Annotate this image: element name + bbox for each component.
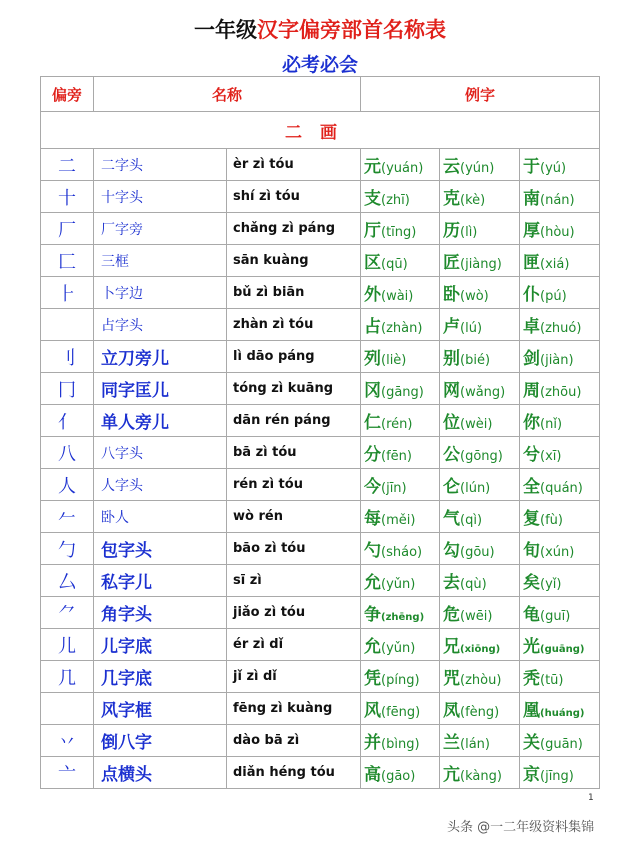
- example-char: 每: [364, 509, 382, 529]
- example-cell: [440, 341, 520, 373]
- example-cell: [440, 661, 520, 693]
- example-char: 今: [364, 477, 382, 497]
- page-subtitle: 必考必会: [281, 54, 358, 76]
- radical-table: [40, 76, 600, 789]
- example-cell: [440, 437, 520, 469]
- example-char: 厚: [523, 221, 541, 241]
- radical-pinyin: tóng zì kuāng: [227, 373, 361, 405]
- example-char: 历: [443, 221, 461, 241]
- radical-pinyin: jiǎo zì tóu: [227, 597, 361, 629]
- table-row: [41, 693, 600, 725]
- example-cell: [361, 149, 440, 181]
- example-pinyin: (píng): [381, 673, 420, 688]
- radical-pinyin: fēng zì kuàng: [227, 693, 361, 725]
- example-cell: [520, 437, 600, 469]
- radical-name: 同字匡儿: [94, 373, 227, 405]
- radical-cell: 人: [41, 469, 94, 501]
- example-char: 支: [364, 189, 382, 209]
- example-char: 全: [523, 477, 541, 497]
- radical-name: 倒八字: [94, 725, 227, 757]
- example-char: 关: [523, 733, 541, 753]
- table-row: [41, 661, 600, 693]
- example-cell: [361, 469, 440, 501]
- table-row: [41, 565, 600, 597]
- example-cell: [520, 405, 600, 437]
- example-char: 分: [364, 445, 382, 465]
- radical-name: 单人旁儿: [94, 405, 227, 437]
- example-char: 京: [523, 765, 541, 785]
- example-char: 兄: [443, 637, 461, 657]
- example-cell: [520, 661, 600, 693]
- radical-name: 三框: [94, 245, 227, 277]
- example-char: 亢: [443, 765, 461, 785]
- example-char: 勺: [364, 541, 382, 561]
- radical-cell: 厶: [41, 565, 94, 597]
- example-pinyin: (kàng): [460, 769, 502, 784]
- radical-pinyin: jǐ zì dǐ: [227, 661, 361, 693]
- example-char: 危: [443, 605, 461, 625]
- example-char: 风: [364, 701, 382, 721]
- example-pinyin: (gōu): [460, 545, 495, 560]
- radical-cell: 丷: [41, 725, 94, 757]
- example-cell: [361, 341, 440, 373]
- example-cell: [361, 597, 440, 629]
- radical-name: 占字头: [94, 309, 227, 341]
- example-pinyin: (fēn): [381, 449, 412, 464]
- example-char: 兮: [523, 445, 541, 465]
- radical-name: 几字底: [94, 661, 227, 693]
- example-pinyin: (qì): [460, 513, 483, 528]
- example-cell: [520, 629, 600, 661]
- table-header-row: [41, 77, 600, 112]
- example-pinyin: (lú): [460, 321, 483, 336]
- example-pinyin: (qū): [381, 257, 408, 272]
- example-pinyin: (wèi): [460, 417, 493, 432]
- example-char: 争: [364, 605, 382, 625]
- radical-pinyin: èr zì tóu: [227, 149, 361, 181]
- example-pinyin: (lán): [460, 737, 490, 752]
- example-pinyin: (jīng): [540, 769, 574, 784]
- table-row: [41, 629, 600, 661]
- radical-name: 儿字底: [94, 629, 227, 661]
- example-cell: [361, 277, 440, 309]
- example-cell: [440, 565, 520, 597]
- radical-cell: ⺈: [41, 597, 94, 629]
- example-pinyin: (tīng): [381, 225, 417, 240]
- example-char: 凤: [443, 701, 461, 721]
- example-char: 南: [523, 189, 541, 209]
- example-char: 光: [523, 637, 541, 657]
- example-pinyin: (nán): [540, 193, 575, 208]
- example-pinyin: (yú): [540, 161, 567, 176]
- radical-cell: [41, 693, 94, 725]
- example-pinyin: (gāo): [381, 769, 416, 784]
- radical-cell: 十: [41, 181, 94, 213]
- example-cell: [440, 693, 520, 725]
- example-cell: [361, 533, 440, 565]
- radical-pinyin: diǎn héng tóu: [227, 757, 361, 789]
- example-pinyin: (xiá): [540, 257, 570, 272]
- table-row: [41, 181, 600, 213]
- example-cell: [440, 245, 520, 277]
- example-cell: [520, 693, 600, 725]
- example-cell: [361, 629, 440, 661]
- radical-name: 卜字边: [94, 277, 227, 309]
- example-char: 复: [523, 509, 541, 529]
- example-cell: [520, 341, 600, 373]
- example-char: 区: [364, 253, 382, 273]
- example-pinyin: (tū): [540, 673, 564, 688]
- table-row: [41, 597, 600, 629]
- example-cell: [440, 405, 520, 437]
- radical-pinyin: bǔ zì biān: [227, 277, 361, 309]
- example-pinyin: (fēng): [381, 705, 421, 720]
- example-char: 云: [443, 157, 461, 177]
- example-pinyin: (jiàn): [540, 353, 574, 368]
- radical-name: 角字头: [94, 597, 227, 629]
- example-char: 并: [364, 733, 382, 753]
- example-char: 别: [443, 349, 461, 369]
- example-cell: [520, 469, 600, 501]
- example-pinyin: (wài): [381, 289, 414, 304]
- table-row: [41, 757, 600, 789]
- radical-name: 厂字旁: [94, 213, 227, 245]
- example-char: 去: [443, 573, 461, 593]
- table-row: [41, 245, 600, 277]
- example-char: 元: [364, 157, 382, 177]
- example-cell: [440, 533, 520, 565]
- radical-cell: ⺊: [41, 277, 94, 309]
- radical-pinyin: zhàn zì tóu: [227, 309, 361, 341]
- example-cell: [520, 501, 600, 533]
- radical-name: 风字框: [94, 693, 227, 725]
- example-char: 卧: [443, 285, 461, 305]
- example-pinyin: (kè): [460, 193, 486, 208]
- example-cell: [440, 309, 520, 341]
- example-char: 列: [364, 349, 382, 369]
- example-pinyin: (jiàng): [460, 257, 502, 272]
- radical-pinyin: sān kuàng: [227, 245, 361, 277]
- example-pinyin: (lì): [460, 225, 478, 240]
- title-part2: 汉字偏旁部首名称表: [257, 18, 446, 42]
- example-char: 冈: [364, 381, 382, 401]
- example-cell: [440, 277, 520, 309]
- radical-name: 八字头: [94, 437, 227, 469]
- example-cell: [440, 469, 520, 501]
- example-char: 兰: [443, 733, 461, 753]
- example-char: 网: [443, 381, 461, 401]
- table-row: [41, 277, 600, 309]
- radical-pinyin: ér zì dǐ: [227, 629, 361, 661]
- example-pinyin: (bié): [460, 353, 491, 368]
- table-row: [41, 341, 600, 373]
- radical-cell: 八: [41, 437, 94, 469]
- example-pinyin: (xiōng): [460, 644, 501, 655]
- example-char: 位: [443, 413, 461, 433]
- table-row: [41, 149, 600, 181]
- example-pinyin: (fù): [540, 513, 563, 528]
- example-char: 旬: [523, 541, 541, 561]
- example-char: 卓: [523, 317, 541, 337]
- example-char: 匠: [443, 253, 461, 273]
- example-char: 公: [443, 445, 461, 465]
- example-pinyin: (qù): [460, 577, 487, 592]
- example-pinyin: (gōng): [460, 449, 503, 464]
- example-pinyin: (guī): [540, 609, 571, 624]
- example-char: 外: [364, 285, 382, 305]
- example-char: 剑: [523, 349, 541, 369]
- example-char: 允: [364, 637, 382, 657]
- example-char: 咒: [443, 669, 461, 689]
- example-char: 仑: [443, 477, 461, 497]
- example-pinyin: (zhòu): [460, 673, 502, 688]
- example-cell: [440, 501, 520, 533]
- example-cell: [361, 309, 440, 341]
- table-row: [41, 725, 600, 757]
- example-char: 卢: [443, 317, 461, 337]
- radical-pinyin: bā zì tóu: [227, 437, 361, 469]
- radical-cell: 𠂉: [41, 501, 94, 533]
- radical-pinyin: rén zì tóu: [227, 469, 361, 501]
- table-row: [41, 309, 600, 341]
- example-char: 周: [523, 381, 541, 401]
- example-pinyin: (nǐ): [540, 417, 563, 432]
- radical-cell: 亻: [41, 405, 94, 437]
- example-char: 克: [443, 189, 461, 209]
- example-char: 仁: [364, 413, 382, 433]
- radical-pinyin: wò rén: [227, 501, 361, 533]
- example-pinyin: (zhàn): [381, 321, 423, 336]
- radical-cell: 匚: [41, 245, 94, 277]
- example-pinyin: (hòu): [540, 225, 575, 240]
- table-row: [41, 437, 600, 469]
- example-pinyin: (xún): [540, 545, 575, 560]
- radical-name: 私字儿: [94, 565, 227, 597]
- example-pinyin: (huáng): [540, 708, 585, 719]
- example-char: 于: [523, 157, 541, 177]
- example-pinyin: (pú): [540, 289, 567, 304]
- example-pinyin: (yún): [460, 161, 495, 176]
- example-pinyin: (zhōu): [540, 385, 582, 400]
- example-char: 秃: [523, 669, 541, 689]
- example-cell: [440, 757, 520, 789]
- radical-name: 卧人: [94, 501, 227, 533]
- example-pinyin: (guān): [540, 737, 583, 752]
- example-cell: [520, 245, 600, 277]
- example-cell: [520, 373, 600, 405]
- example-cell: [361, 245, 440, 277]
- example-pinyin: (guāng): [540, 644, 585, 655]
- example-cell: [361, 181, 440, 213]
- example-char: 厅: [364, 221, 382, 241]
- example-char: 气: [443, 509, 461, 529]
- radical-pinyin: dān rén páng: [227, 405, 361, 437]
- radical-name: 二字头: [94, 149, 227, 181]
- table-row: [41, 533, 600, 565]
- example-cell: [440, 213, 520, 245]
- example-cell: [361, 501, 440, 533]
- radical-pinyin: dào bā zì: [227, 725, 361, 757]
- table-row: [41, 405, 600, 437]
- example-cell: [440, 629, 520, 661]
- example-char: 龟: [523, 605, 541, 625]
- example-cell: [520, 725, 600, 757]
- watermark: 头条 @一二年级资料集锦: [447, 820, 595, 835]
- example-pinyin: (xī): [540, 449, 562, 464]
- example-cell: [440, 373, 520, 405]
- example-char: 高: [364, 765, 382, 785]
- example-cell: [520, 309, 600, 341]
- radical-pinyin: sī zì: [227, 565, 361, 597]
- table-row: [41, 469, 600, 501]
- title-part1: 一年级: [194, 18, 257, 42]
- example-pinyin: (wò): [460, 289, 489, 304]
- example-cell: [361, 757, 440, 789]
- example-cell: [520, 597, 600, 629]
- example-cell: [520, 149, 600, 181]
- example-cell: [440, 181, 520, 213]
- radical-name: 立刀旁儿: [94, 341, 227, 373]
- example-char: 占: [364, 317, 382, 337]
- radical-name: 点横头: [94, 757, 227, 789]
- example-cell: [520, 565, 600, 597]
- example-pinyin: (yǔn): [381, 577, 416, 592]
- radical-cell: 亠: [41, 757, 94, 789]
- radical-cell: 几: [41, 661, 94, 693]
- radical-name: 十字头: [94, 181, 227, 213]
- radical-cell: [41, 309, 94, 341]
- radical-cell: 刂: [41, 341, 94, 373]
- example-char: 凭: [364, 669, 382, 689]
- table-row: [41, 501, 600, 533]
- example-cell: [361, 661, 440, 693]
- example-char: 勾: [443, 541, 461, 561]
- example-char: 匣: [523, 253, 541, 273]
- radical-cell: 厂: [41, 213, 94, 245]
- example-cell: [520, 533, 600, 565]
- radical-pinyin: lì dāo páng: [227, 341, 361, 373]
- example-char: 仆: [523, 285, 541, 305]
- example-cell: [361, 693, 440, 725]
- radical-pinyin: shí zì tóu: [227, 181, 361, 213]
- section-row: [41, 112, 600, 149]
- example-pinyin: (wǎng): [460, 385, 506, 400]
- radical-cell: 儿: [41, 629, 94, 661]
- example-cell: [361, 565, 440, 597]
- header-name: 名称: [94, 77, 361, 112]
- example-pinyin: (zhuó): [540, 321, 582, 336]
- example-pinyin: (zhī): [381, 193, 410, 208]
- example-cell: [361, 405, 440, 437]
- example-pinyin: (jīn): [381, 481, 407, 496]
- example-pinyin: (měi): [381, 513, 416, 528]
- example-pinyin: (zhēng): [381, 612, 425, 623]
- example-char: 你: [523, 413, 541, 433]
- table-row: [41, 373, 600, 405]
- example-pinyin: (lún): [460, 481, 491, 496]
- radical-cell: 冂: [41, 373, 94, 405]
- radical-cell: 勹: [41, 533, 94, 565]
- example-pinyin: (yǐ): [540, 577, 562, 592]
- example-cell: [520, 757, 600, 789]
- example-pinyin: (quán): [540, 481, 583, 496]
- example-pinyin: (sháo): [381, 545, 423, 560]
- table-row: [41, 213, 600, 245]
- example-pinyin: (yǔn): [381, 641, 416, 656]
- page-title: [0, 14, 640, 44]
- example-cell: [440, 597, 520, 629]
- example-cell: [520, 213, 600, 245]
- example-pinyin: (rén): [381, 417, 413, 432]
- example-pinyin: (yuán): [381, 161, 424, 176]
- table-body: [41, 149, 600, 789]
- example-char: 矣: [523, 573, 541, 593]
- example-cell: [440, 149, 520, 181]
- header-examples: 例字: [361, 77, 600, 112]
- radical-pinyin: bāo zì tóu: [227, 533, 361, 565]
- example-cell: [361, 213, 440, 245]
- example-pinyin: (gāng): [381, 385, 424, 400]
- radical-name: 人字头: [94, 469, 227, 501]
- radical-pinyin: chǎng zì páng: [227, 213, 361, 245]
- header-radical: 偏旁: [41, 77, 94, 112]
- example-pinyin: (bìng): [381, 737, 420, 752]
- example-cell: [520, 181, 600, 213]
- example-cell: [361, 373, 440, 405]
- example-pinyin: (fèng): [460, 705, 500, 720]
- example-pinyin: (liè): [381, 353, 407, 368]
- example-cell: [361, 725, 440, 757]
- radical-cell: 二: [41, 149, 94, 181]
- page-number: 1: [588, 793, 594, 803]
- example-cell: [520, 277, 600, 309]
- section-title: 二画: [41, 112, 600, 149]
- example-cell: [361, 437, 440, 469]
- example-char: 凰: [523, 701, 541, 721]
- example-cell: [440, 725, 520, 757]
- example-char: 允: [364, 573, 382, 593]
- example-pinyin: (wēi): [460, 609, 493, 624]
- radical-name: 包字头: [94, 533, 227, 565]
